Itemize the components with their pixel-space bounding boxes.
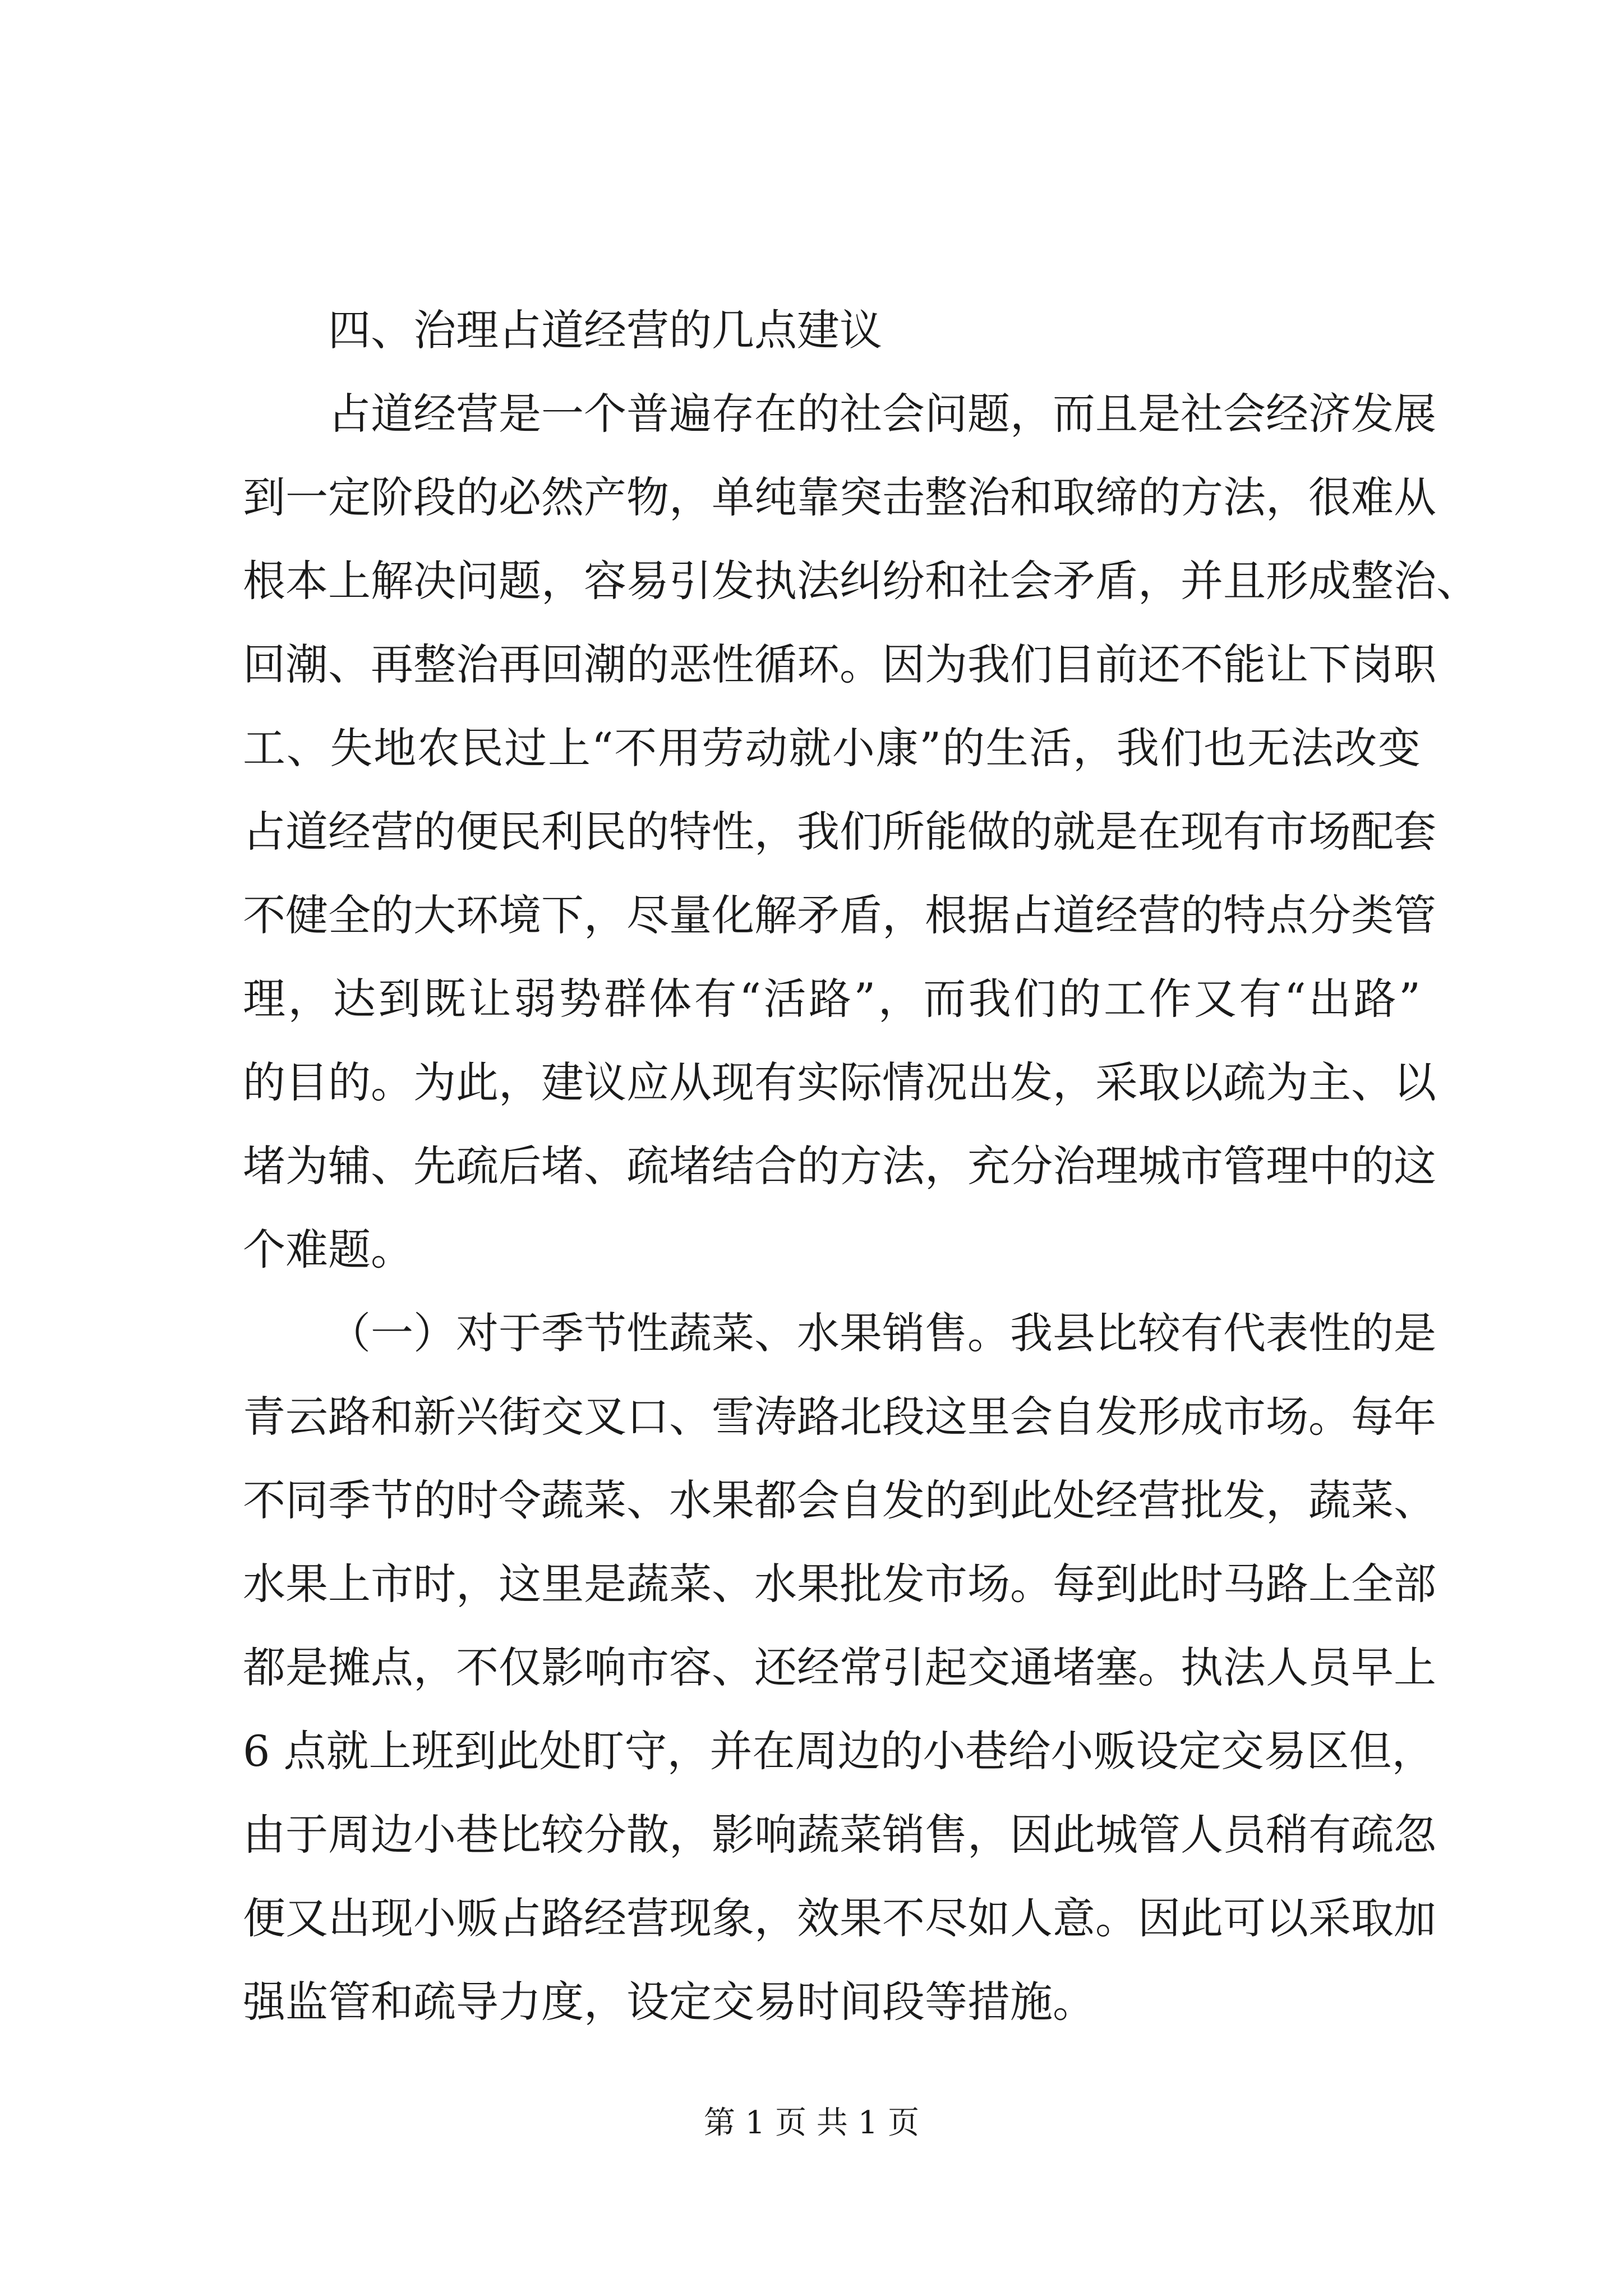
- paragraph-1-line: 理，达到既让弱势群体有“活路”，而我们的工作又有“出路”: [243, 974, 1421, 1024]
- section-heading: 四、治理占道经营的几点建议: [328, 305, 882, 355]
- paragraph-2-line: 都是摊点，不仅影响市容、还经常引起交通堵塞。执法人员早上: [243, 1642, 1436, 1692]
- paragraph-1-line: 占道经营是一个普遍存在的社会问题，而且是社会经济发展: [328, 389, 1436, 439]
- paragraph-1-line: 个难题。: [243, 1225, 413, 1274]
- paragraph-1-line: 根本上解决问题，容易引发执法纠纷和社会矛盾，并且形成整治、: [243, 556, 1479, 606]
- paragraph-1-line: 到一定阶段的必然产物，单纯靠突击整治和取缔的方法，很难从: [243, 472, 1436, 522]
- paragraph-1-line: 回潮、再整治再回潮的恶性循环。因为我们目前还不能让下岗职: [243, 639, 1436, 689]
- paragraph-2-line: 不同季节的时令蔬菜、水果都会自发的到此处经营批发，蔬菜、: [243, 1475, 1436, 1525]
- paragraph-2-line: 便又出现小贩占路经营现象，效果不尽如人意。因此可以采取加: [243, 1893, 1436, 1943]
- paragraph-1-line: 堵为辅、先疏后堵、疏堵结合的方法，充分治理城市管理中的这: [243, 1141, 1436, 1191]
- paragraph-1-line: 不健全的大环境下，尽量化解矛盾，根据占道经营的特点分类管: [243, 890, 1436, 940]
- paragraph-1-line: 的目的。为此，建议应从现有实际情况出发，采取以疏为主、以: [243, 1057, 1436, 1107]
- page-footer: 第 1 页 共 1 页: [703, 2105, 920, 2141]
- paragraph-2-line: 强监管和疏导力度，设定交易时间段等措施。: [243, 1977, 1095, 2027]
- paragraph-1-line: 工、失地农民过上“不用劳动就小康”的生活，我们也无法改变: [243, 723, 1421, 773]
- paragraph-2-line: 6 点就上班到此处盯守，并在周边的小巷给小贩设定交易区但，: [243, 1726, 1435, 1776]
- paragraph-2-line: 青云路和新兴街交叉口、雪涛路北段这里会自发形成市场。每年: [243, 1392, 1436, 1442]
- paragraph-2-line: （一）对于季节性蔬菜、水果销售。我县比较有代表性的是: [328, 1308, 1436, 1358]
- paragraph-2-line: 由于周边小巷比较分散，影响蔬菜销售，因此城管人员稍有疏忽: [243, 1810, 1436, 1860]
- paragraph-2-line: 水果上市时，这里是蔬菜、水果批发市场。每到此时马路上全部: [243, 1559, 1436, 1609]
- paragraph-1-line: 占道经营的便民利民的特性，我们所能做的就是在现有市场配套: [243, 807, 1436, 857]
